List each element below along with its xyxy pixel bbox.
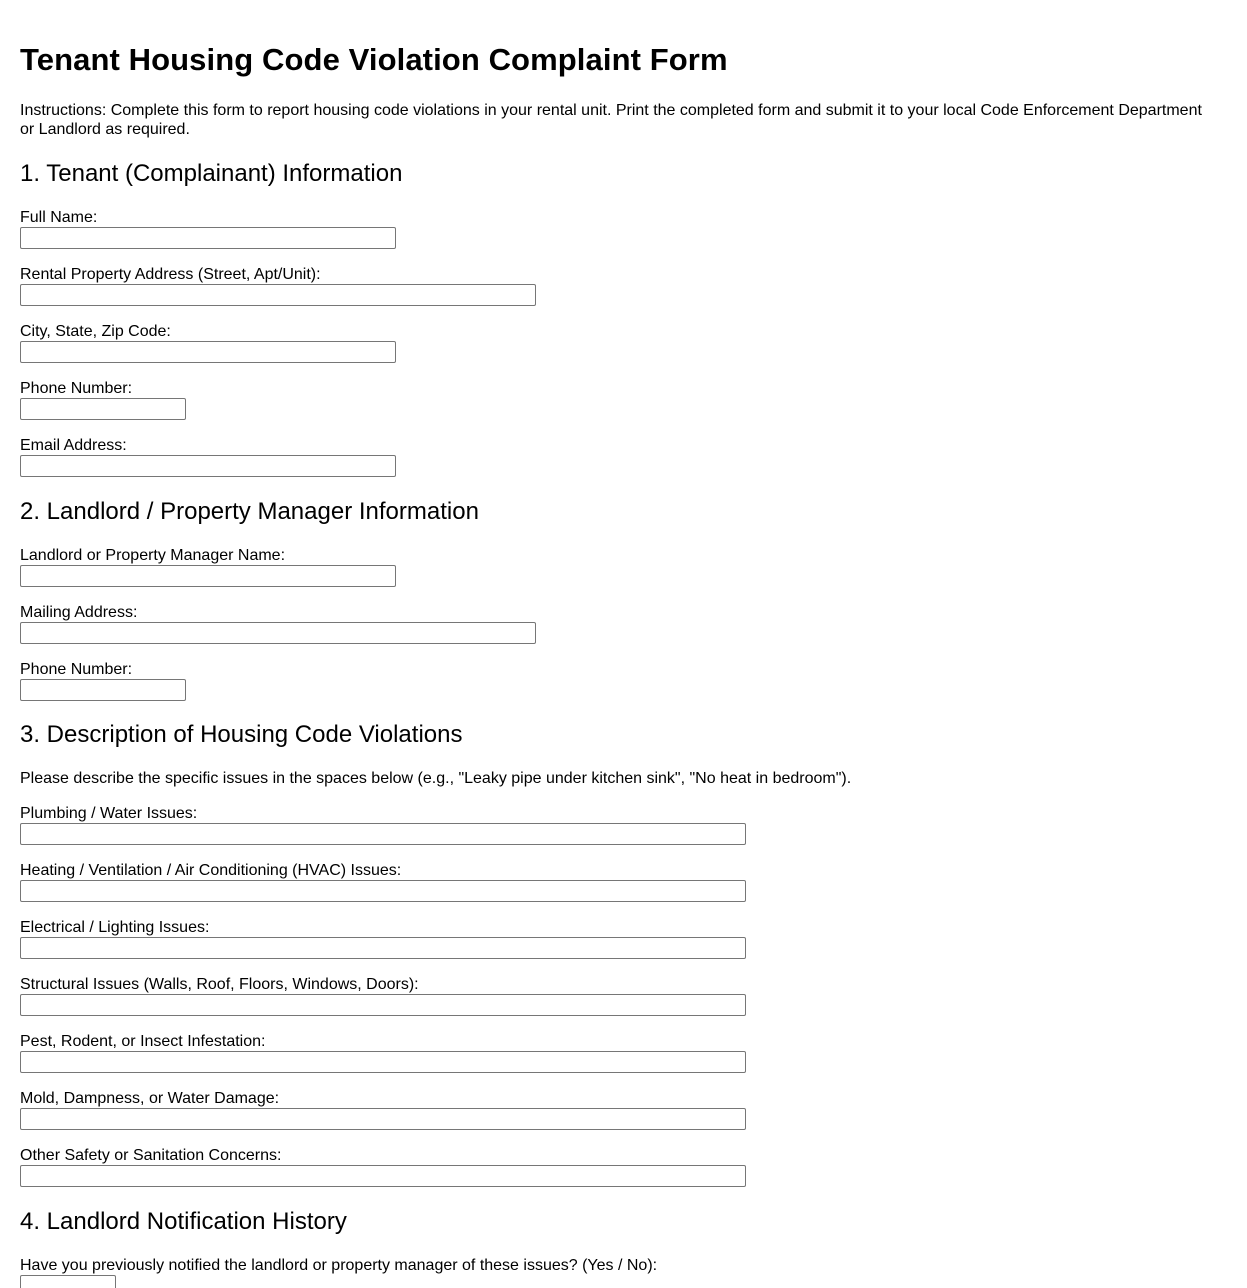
city-state-zip-label: City, State, Zip Code:: [20, 323, 171, 340]
page-title: Tenant Housing Code Violation Complaint Form: [20, 42, 728, 77]
rental-address-label: Rental Property Address (Street, Apt/Unit):: [20, 266, 321, 283]
form-instructions: Instructions: Complete this form to report housing code violations in your rental unit. Print the completed form and submit it to your local Code Enforcement Department or Landlord as required.: [20, 102, 1202, 138]
landlord-phone-label: Phone Number:: [20, 661, 133, 678]
mold-dampness-input[interactable]: [20, 1108, 746, 1130]
section-heading-landlord-info: 2. Landlord / Property Manager Information: [20, 498, 479, 525]
landlord-phone-input[interactable]: [20, 679, 186, 701]
other-concerns-input[interactable]: [20, 1165, 746, 1187]
section-heading-violations: 3. Description of Housing Code Violations: [20, 721, 463, 748]
tenant-full-name-input[interactable]: [20, 227, 396, 249]
plumbing-issues-label: Plumbing / Water Issues:: [20, 805, 198, 822]
plumbing-issues-input[interactable]: [20, 823, 746, 845]
hvac-issues-label: Heating / Ventilation / Air Conditioning (HVAC) Issues:: [20, 862, 402, 879]
mold-dampness-label: Mold, Dampness, or Water Damage:: [20, 1090, 280, 1107]
electrical-issues-label: Electrical / Lighting Issues:: [20, 919, 210, 936]
structural-issues-label: Structural Issues (Walls, Roof, Floors, Windows, Doors):: [20, 976, 419, 993]
tenant-email-label: Email Address:: [20, 437, 127, 454]
section-heading-notification-history: 4. Landlord Notification History: [20, 1208, 347, 1235]
structural-issues-input[interactable]: [20, 994, 746, 1016]
electrical-issues-input[interactable]: [20, 937, 746, 959]
tenant-phone-input[interactable]: [20, 398, 186, 420]
landlord-mailing-address-input[interactable]: [20, 622, 536, 644]
other-concerns-label: Other Safety or Sanitation Concerns:: [20, 1147, 282, 1164]
landlord-mailing-address-label: Mailing Address:: [20, 604, 138, 621]
pest-infestation-label: Pest, Rodent, or Insect Infestation:: [20, 1033, 266, 1050]
rental-address-input[interactable]: [20, 284, 536, 306]
tenant-phone-label: Phone Number:: [20, 380, 133, 397]
previously-notified-input[interactable]: [20, 1275, 116, 1288]
hvac-issues-input[interactable]: [20, 880, 746, 902]
landlord-name-input[interactable]: [20, 565, 396, 587]
violations-description-note: Please describe the specific issues in the spaces below (e.g., "Leaky pipe under kitchen sink", "No heat in bedroom").: [20, 770, 852, 787]
city-state-zip-input[interactable]: [20, 341, 396, 363]
tenant-full-name-label: Full Name:: [20, 209, 98, 226]
section-heading-tenant-info: 1. Tenant (Complainant) Information: [20, 160, 403, 187]
tenant-email-input[interactable]: [20, 455, 396, 477]
previously-notified-label: Have you previously notified the landlord or property manager of these issues? (Yes / No):: [20, 1257, 658, 1274]
landlord-name-label: Landlord or Property Manager Name:: [20, 547, 286, 564]
pest-infestation-input[interactable]: [20, 1051, 746, 1073]
